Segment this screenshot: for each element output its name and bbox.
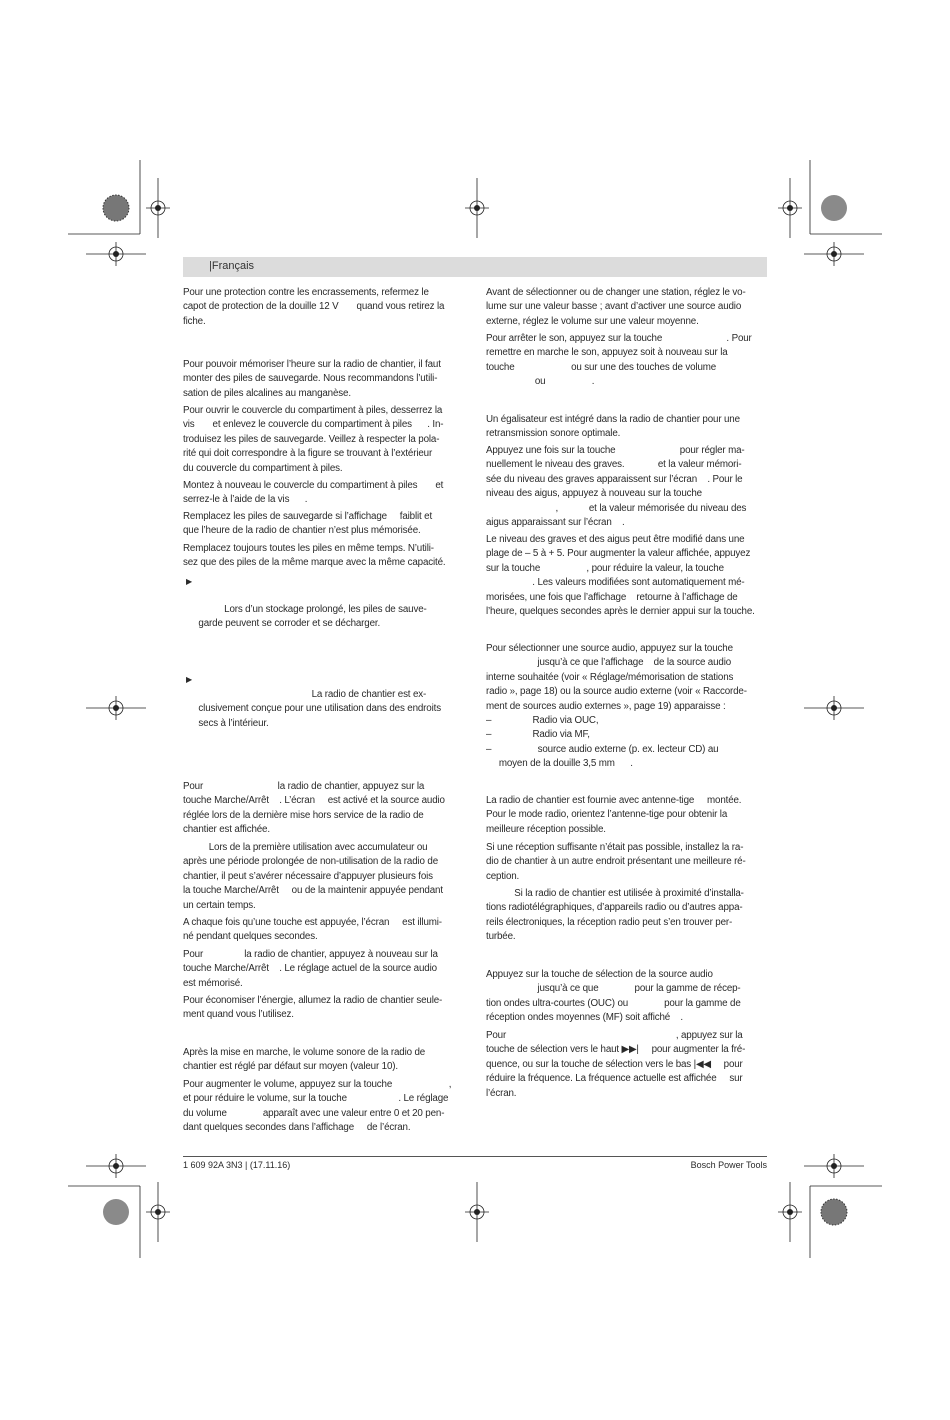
footer-document-code: 1 609 92A 3N3 | (17.11.16) xyxy=(183,1160,291,1170)
left-column xyxy=(183,0,465,1140)
left-paragraph: Pour ouvrir le couvercle du compartiment à piles, desserrez la vis et enlevez le couvercle du compartiment à piles . In- troduisez les piles de sauvegarde. Veillez à respecter la pola- rité qui doit correspondre à la figure se trouvant à l’extérieur du couvercle du compartiment à piles. xyxy=(183,405,444,474)
right-paragraph: La radio de chantier est fournie avec antenne-tige montée. Pour le mode radio, orientez l’antenne-tige pour obtenir la meilleure réception possible. xyxy=(486,795,742,835)
right-paragraph: Pour sélectionner une source audio, appuyez sur la touche jusqu’à ce que l’affichage de la source audio interne souhaitée (voir « Réglage/mémorisation de stations radio », page 18) ou la source audio externe (voir « Raccorde- ment de sources audio externes », page 19) apparaisse : – Radio via OUC, – Radio via MF, – source audio externe (p. ex. lecteur CD) au moyen de la douille 3,5 mm . xyxy=(486,643,747,770)
warning-bullet-icon: ▶ xyxy=(186,675,193,684)
right-paragraph: Appuyez une fois sur la touche pour régler ma- nuellement le niveau des graves. et la valeur mémori- sée du niveau des graves apparaissent sur l’écran . Pour le niveau des aigus, appuyez à nouveau sur la touche , et la valeur mémorisée du niveau des aigus apparaissant sur l’écran . xyxy=(486,445,747,529)
left-paragraph: Remplacez les piles de sauvegarde si l’affichage faiblit et que l’heure de la radio de chantier n’est plus mémorisée. xyxy=(183,511,433,537)
right-paragraph: Pour , appuyez sur la touche de sélection vers le haut ▶▶| pour augmenter la fré- quence, ou sur la touche de sélection vers le bas |◀◀ pour réduire la fréquence. La fréquence actuelle est affichée sur l’écran. xyxy=(486,1030,746,1099)
right-paragraph: Appuyez sur la touche de sélection de la source audio jusqu’à ce que pour la gamme de récep- tion ondes ultra-courtes (OUC) ou pour la gamme de réception ondes moyennes (MF) soit affiché . xyxy=(486,969,741,1024)
right-paragraph: Avant de sélectionner ou de changer une station, réglez le vo- lume sur une valeur basse ; avant d’activer une source audio externe, réglez le volume sur une valeur moyenne. xyxy=(486,287,746,327)
right-paragraph: Si la radio de chantier est utilisée à proximité d’installa- tions radiotélégraphiques, d’appareils radio ou d’autres appa- reils électroniques, la réception radio peut s’en trouver per- turbée. xyxy=(486,888,744,943)
left-paragraph: Pour augmenter le volume, appuyez sur la touche , et pour réduire le volume, sur la touche . Le réglage du volume apparaît avec une valeur entre 0 et 20 pen- dant quelques secondes dans l’affichage de l’écran. xyxy=(183,1079,452,1134)
right-paragraph: Le niveau des graves et des aigus peut être modifié dans une plage de – 5 à + 5. Pour augmenter la valeur affichée, appuyez sur la touche , pour réduire la valeur, la touche . Les valeurs modifiées sont automatiquement mé- morisées, une fois que l’affichage retourne à l’affichage de l’heure, quelques secondes après le dernier appui sur la touche. xyxy=(486,534,755,618)
left-paragraph: Lors de la première utilisation avec accumulateur ou après une période prolongée de non-utilisation de la radio de chantier, il peut s’avérer nécessaire d’appuyer plusieurs fois la touche Marche/Arrêt ou de la maintenir appuyée pendant un certain temps. xyxy=(183,842,443,911)
left-paragraph: A chaque fois qu’une touche est appuyée, l’écran est illumi- né pendant quelques secondes. xyxy=(183,917,442,943)
footer-brand: Bosch Power Tools xyxy=(690,1160,767,1170)
left-paragraph: Pour pouvoir mémoriser l’heure sur la radio de chantier, il faut monter des piles de sauvegarde. Nous recommandons l’utili- sation de piles alcalines au manganèse. xyxy=(183,359,441,399)
left-paragraph: Pour une protection contre les encrassements, refermez le capot de protection de la douille 12 V quand vous retirez la fiche. xyxy=(183,287,445,327)
left-paragraph: Montez à nouveau le couvercle du compartiment à piles et serrez-le à l’aide de la vis . xyxy=(183,480,444,506)
left-paragraph: Pour économiser l’énergie, allumez la radio de chantier seule- ment quand vous l’utilisez. xyxy=(183,995,443,1021)
right-column xyxy=(486,0,768,1140)
left-paragraph: Remplacez toujours toutes les piles en même temps. N’utili- sez que des piles de la même marque avec la même capacité. xyxy=(183,543,446,569)
left-paragraph: La radio de chantier est ex- clusivement conçue pour une utilisation dans des endroits secs à l’intérieur. xyxy=(198,689,441,729)
right-paragraph: Pour arrêter le son, appuyez sur la touche . Pour remettre en marche le son, appuyez soit à nouveau sur la touche ou sur une des touches de volume ou . xyxy=(486,333,752,388)
right-paragraph: Un égalisateur est intégré dans la radio de chantier pour une retransmission sonore optimale. xyxy=(486,414,740,440)
warning-bullet-icon: ▶ xyxy=(186,577,193,586)
left-paragraph: Lors d’un stockage prolongé, les piles de sauve- garde peuvent se corroder et se décharger. xyxy=(198,604,427,630)
right-paragraph: Si une réception suffisante n’était pas possible, installez la ra- dio de chantier à un autre endroit présentant une meilleure ré- ception. xyxy=(486,842,746,882)
left-paragraph: Pour la radio de chantier, appuyez à nouveau sur la touche Marche/Arrêt . Le réglage actuel de la source audio est mémorisé. xyxy=(183,949,438,989)
left-paragraph: Pour la radio de chantier, appuyez sur la touche Marche/Arrêt . L’écran est activé et la source audio réglée lors de la dernière mise hors service de la radio de chantier est affichée. xyxy=(183,781,445,836)
left-paragraph: Après la mise en marche, le volume sonore de la radio de chantier est réglé par défaut sur moyen (valeur 10). xyxy=(183,1047,426,1073)
language-label: |Français xyxy=(209,260,255,272)
footer-rule xyxy=(183,1156,767,1157)
